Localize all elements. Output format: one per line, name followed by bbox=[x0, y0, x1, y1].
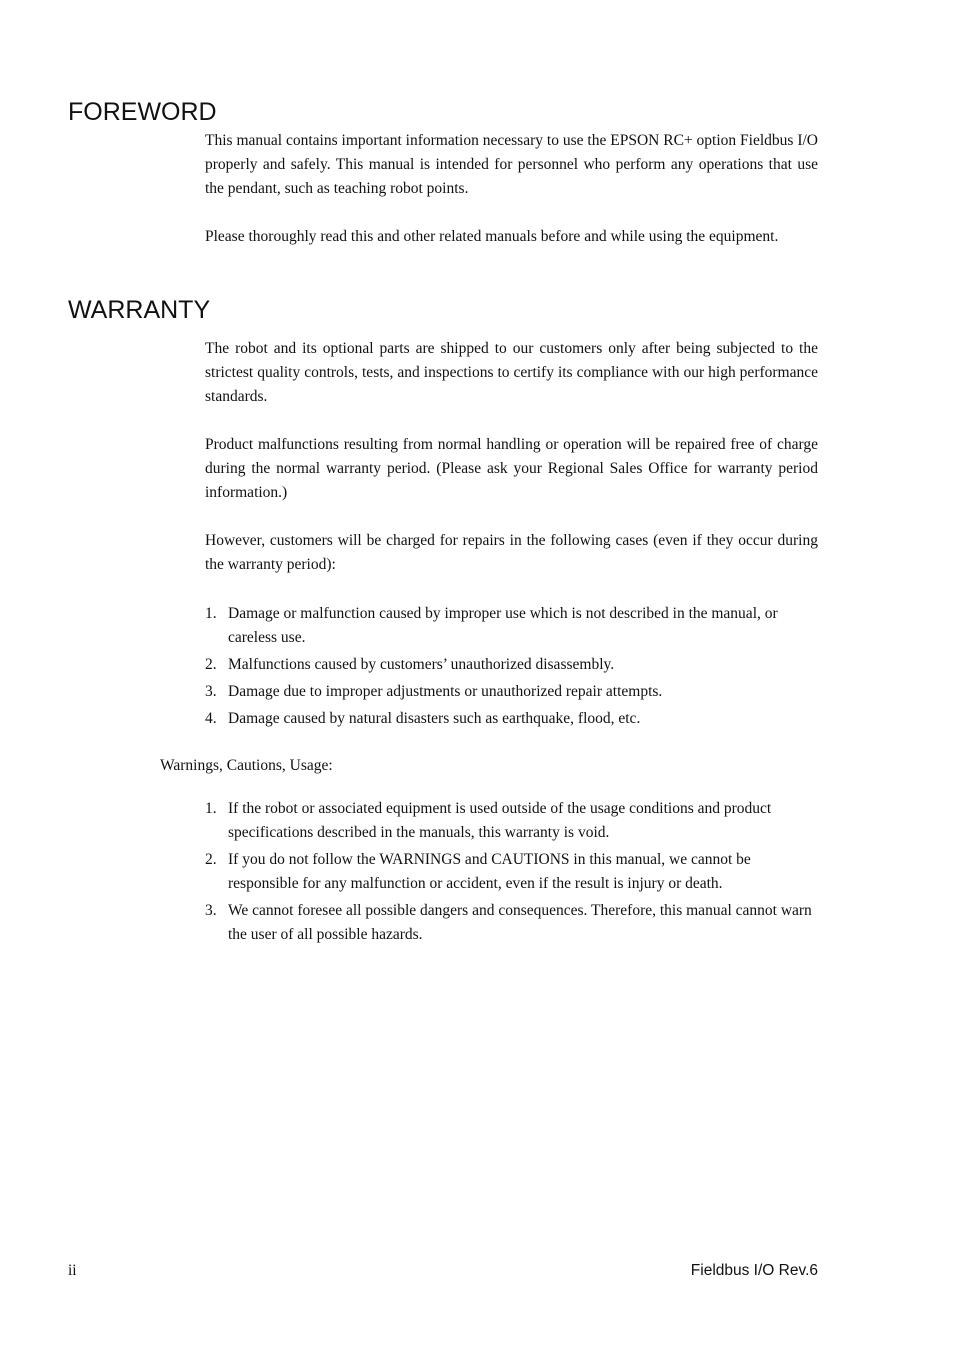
warranty-paragraph: However, customers will be charged for repairs in the following cases (even if they occur during the warranty period): bbox=[205, 532, 818, 573]
foreword-body bbox=[205, 129, 818, 249]
warranty-notes-list bbox=[205, 797, 818, 950]
list-text: Damage due to improper adjustments or unauthorized repair attempts. bbox=[228, 683, 663, 700]
list-text: If the robot or associated equipment is used outside of the usage conditions and product specifications described in the manuals, this warranty is void. bbox=[228, 800, 772, 841]
list-item bbox=[205, 797, 818, 845]
list-text: Malfunctions caused by customers’ unauthorized disassembly. bbox=[228, 656, 615, 673]
list-number: 2. bbox=[205, 656, 217, 673]
list-text: Damage or malfunction caused by improper use which is not described in the manual, or careless use. bbox=[228, 605, 778, 646]
notes-label: Warnings, Cautions, Usage: bbox=[160, 757, 333, 774]
list-item bbox=[205, 653, 818, 677]
list-number: 3. bbox=[205, 902, 217, 919]
warranty-paragraph: Product malfunctions resulting from normal handling or operation will be repaired free of charge during the normal warranty period. (Please ask your Regional Sales Office for warranty period information.) bbox=[205, 436, 818, 501]
list-item bbox=[205, 899, 818, 947]
list-number: 4. bbox=[205, 710, 217, 727]
warranty-body bbox=[205, 337, 818, 577]
list-item bbox=[205, 848, 818, 896]
list-text: Damage caused by natural disasters such as earthquake, flood, etc. bbox=[228, 710, 641, 727]
warranty-cases-list bbox=[205, 602, 818, 734]
list-number: 2. bbox=[205, 851, 217, 868]
list-text: We cannot foresee all possible dangers and consequences. Therefore, this manual cannot warn the user of all possible hazards. bbox=[228, 902, 812, 943]
page-number: ii bbox=[68, 1262, 77, 1279]
document-title: Fieldbus I/O Rev.6 bbox=[690, 1262, 818, 1279]
list-item bbox=[205, 680, 818, 704]
warranty-paragraph: The robot and its optional parts are shipped to our customers only after being subjected to the strictest quality controls, tests, and inspections to certify its compliance with our high performance standards. bbox=[205, 340, 818, 405]
list-number: 1. bbox=[205, 800, 217, 817]
warranty-heading: WARRANTY bbox=[68, 296, 211, 324]
foreword-paragraph: Please thoroughly read this and other related manuals before and while using the equipment. bbox=[205, 228, 779, 245]
list-number: 3. bbox=[205, 683, 217, 700]
list-item bbox=[205, 707, 818, 731]
foreword-paragraph: This manual contains important information necessary to use the EPSON RC+ option Fieldbus I/O properly and safely. This manual is intended for personnel who perform any operations that use the pendant, such as teaching robot points. bbox=[205, 132, 818, 197]
list-number: 1. bbox=[205, 605, 217, 622]
list-item bbox=[205, 602, 818, 650]
list-text: If you do not follow the WARNINGS and CAUTIONS in this manual, we cannot be responsible for any malfunction or accident, even if the result is injury or death. bbox=[228, 851, 751, 892]
foreword-heading: FOREWORD bbox=[68, 98, 217, 126]
